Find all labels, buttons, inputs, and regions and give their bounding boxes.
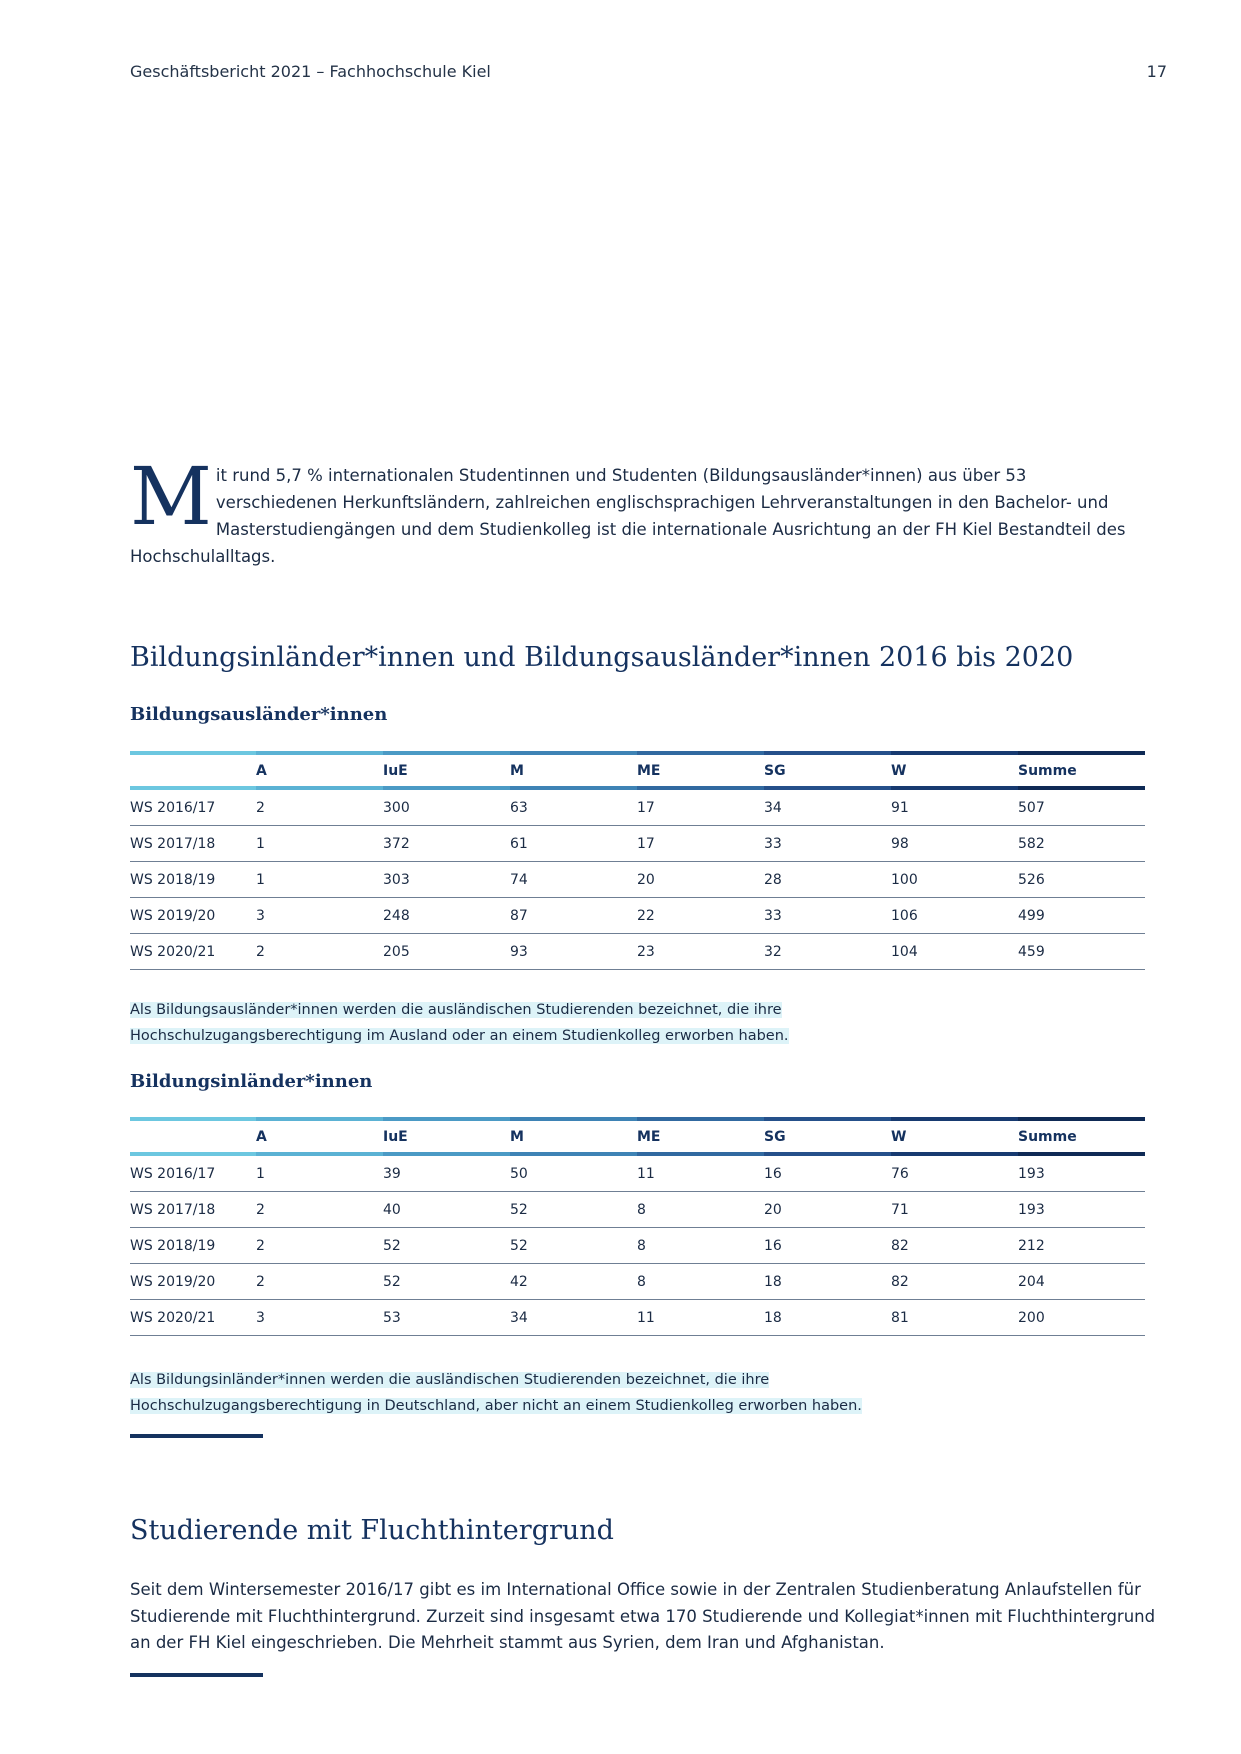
- table-cell: 53: [383, 1300, 510, 1336]
- table-cell: 34: [764, 790, 891, 826]
- section-title-flucht: Studierende mit Fluchthintergrund: [130, 1515, 614, 1546]
- column-header: A: [256, 751, 383, 790]
- page-header: [130, 62, 1167, 81]
- table-cell: 507: [1018, 790, 1145, 826]
- table-cell: 52: [383, 1264, 510, 1300]
- table-cell: 16: [764, 1228, 891, 1264]
- column-header: W: [891, 1117, 1018, 1156]
- table-row: [130, 898, 1145, 934]
- table1-note: [130, 997, 789, 1049]
- table-cell: 526: [1018, 862, 1145, 898]
- column-header: SG: [764, 1117, 891, 1156]
- table-cell: 300: [383, 790, 510, 826]
- divider-rule-bottom: [130, 1673, 263, 1677]
- table-cell: 2: [256, 934, 383, 970]
- table-header-row: [130, 1117, 1145, 1156]
- table-bildungsinlaender: [130, 1117, 1145, 1336]
- intro-text: it rund 5,7 % internationalen Studentinnen und Studenten (Bildungsausländer*innen) aus über 53 verschiedenen Herkunftsländern, zahlreichen englischsprachigen Lehrveranstaltungen in den Bachelor- und Masterstudiengängen und dem Studienkolleg ist die internationale Ausrichtung an der FH Kiel Bestandteil des Hochschulalltags.: [130, 466, 1126, 566]
- table-cell: 200: [1018, 1300, 1145, 1336]
- table-cell: 248: [383, 898, 510, 934]
- table-cell: 193: [1018, 1192, 1145, 1228]
- table-cell: 2: [256, 790, 383, 826]
- table-cell: 23: [637, 934, 764, 970]
- table-cell: 39: [383, 1156, 510, 1192]
- table-cell: 93: [510, 934, 637, 970]
- table-row: [130, 862, 1145, 898]
- table-cell: 82: [891, 1228, 1018, 1264]
- table-cell: 33: [764, 898, 891, 934]
- table-row: [130, 1192, 1145, 1228]
- flucht-paragraph: Seit dem Wintersemester 2016/17 gibt es im International Office sowie in der Zentralen Studienberatung Anlaufstellen für Studierende mit Fluchthintergrund. Zurzeit sind insgesamt etwa 170 Studierende und Kollegiat*innen mit Fluchthintergrund an der FH Kiel eingeschrieben. Die Mehrheit stammt aus Syrien, dem Iran und Afghanistan.: [130, 1580, 1156, 1652]
- table-cell: 34: [510, 1300, 637, 1336]
- table-cell: 82: [891, 1264, 1018, 1300]
- table1-note-line1: Als Bildungsausländer*innen werden die ausländischen Studierenden bezeichnet, die ihre: [130, 1002, 782, 1018]
- table-cell: 8: [637, 1228, 764, 1264]
- table-cell: 87: [510, 898, 637, 934]
- row-label: WS 2018/19: [130, 1228, 256, 1264]
- table-cell: 1: [256, 826, 383, 862]
- row-label: WS 2020/21: [130, 934, 256, 970]
- row-label: WS 2019/20: [130, 1264, 256, 1300]
- table-cell: 2: [256, 1192, 383, 1228]
- header-title: Geschäftsbericht 2021 – Fachhochschule Kiel: [130, 62, 491, 81]
- table-cell: 2: [256, 1228, 383, 1264]
- table-cell: 71: [891, 1192, 1018, 1228]
- table-cell: 18: [764, 1300, 891, 1336]
- table-cell: 18: [764, 1264, 891, 1300]
- row-label: WS 2019/20: [130, 898, 256, 934]
- table-cell: 372: [383, 826, 510, 862]
- column-header: [130, 1117, 256, 1156]
- table-cell: 106: [891, 898, 1018, 934]
- row-label: WS 2020/21: [130, 1300, 256, 1336]
- column-header: ME: [637, 751, 764, 790]
- table-cell: 20: [764, 1192, 891, 1228]
- column-header: A: [256, 1117, 383, 1156]
- section-title-bildung: Bildungsinländer*innen und Bildungsausländer*innen 2016 bis 2020: [130, 642, 1074, 673]
- column-header: Summe: [1018, 1117, 1145, 1156]
- table-cell: 193: [1018, 1156, 1145, 1192]
- table-cell: 1: [256, 862, 383, 898]
- table2-note-line2: Hochschulzugangsberechtigung in Deutschland, aber nicht an einem Studienkolleg erworben haben.: [130, 1398, 862, 1414]
- table-cell: 42: [510, 1264, 637, 1300]
- table-cell: 40: [383, 1192, 510, 1228]
- row-label: WS 2017/18: [130, 1192, 256, 1228]
- column-header: Summe: [1018, 751, 1145, 790]
- table-cell: 22: [637, 898, 764, 934]
- table-cell: 3: [256, 898, 383, 934]
- table-cell: 104: [891, 934, 1018, 970]
- column-header: [130, 751, 256, 790]
- table-cell: 11: [637, 1300, 764, 1336]
- column-header: M: [510, 751, 637, 790]
- table-cell: 8: [637, 1264, 764, 1300]
- table-cell: 1: [256, 1156, 383, 1192]
- table-cell: 32: [764, 934, 891, 970]
- dropcap: M: [130, 450, 212, 543]
- table-row: [130, 934, 1145, 970]
- table-cell: 20: [637, 862, 764, 898]
- table-cell: 50: [510, 1156, 637, 1192]
- row-label: WS 2016/17: [130, 1156, 256, 1192]
- table-cell: 11: [637, 1156, 764, 1192]
- table2-note-line1: Als Bildungsinländer*innen werden die ausländischen Studierenden bezeichnet, die ihre: [130, 1372, 770, 1388]
- table-cell: 81: [891, 1300, 1018, 1336]
- table-row: [130, 826, 1145, 862]
- table-cell: 63: [510, 790, 637, 826]
- table-cell: 582: [1018, 826, 1145, 862]
- table1-title: Bildungsausländer*innen: [130, 704, 388, 725]
- column-header: SG: [764, 751, 891, 790]
- table-cell: 16: [764, 1156, 891, 1192]
- table-cell: 52: [510, 1228, 637, 1264]
- table-cell: 98: [891, 826, 1018, 862]
- table-header-row: [130, 751, 1145, 790]
- table-row: [130, 1156, 1145, 1192]
- table2-note: [130, 1367, 862, 1419]
- row-label: WS 2017/18: [130, 826, 256, 862]
- table-cell: 61: [510, 826, 637, 862]
- table-cell: 459: [1018, 934, 1145, 970]
- table-cell: 3: [256, 1300, 383, 1336]
- table-cell: 33: [764, 826, 891, 862]
- table-cell: 17: [637, 790, 764, 826]
- table-bildungsauslaender: [130, 751, 1145, 970]
- column-header: M: [510, 1117, 637, 1156]
- table-cell: 28: [764, 862, 891, 898]
- table-cell: 499: [1018, 898, 1145, 934]
- table-cell: 74: [510, 862, 637, 898]
- column-header: IuE: [383, 1117, 510, 1156]
- intro-paragraph: [130, 450, 1130, 570]
- table-row: [130, 1264, 1145, 1300]
- divider-rule: [130, 1434, 263, 1438]
- table-cell: 2: [256, 1264, 383, 1300]
- row-label: WS 2016/17: [130, 790, 256, 826]
- table-cell: 204: [1018, 1264, 1145, 1300]
- table-cell: 205: [383, 934, 510, 970]
- row-label: WS 2018/19: [130, 862, 256, 898]
- table1-note-line2: Hochschulzugangsberechtigung im Ausland oder an einem Studienkolleg erworben haben.: [130, 1028, 789, 1044]
- column-header: W: [891, 751, 1018, 790]
- table-cell: 100: [891, 862, 1018, 898]
- page-number: 17: [1146, 62, 1167, 81]
- table-cell: 52: [383, 1228, 510, 1264]
- table-row: [130, 1300, 1145, 1336]
- table-cell: 303: [383, 862, 510, 898]
- table-cell: 8: [637, 1192, 764, 1228]
- column-header: IuE: [383, 751, 510, 790]
- table-row: [130, 1228, 1145, 1264]
- table-cell: 212: [1018, 1228, 1145, 1264]
- column-header: ME: [637, 1117, 764, 1156]
- table-cell: 17: [637, 826, 764, 862]
- table-cell: 52: [510, 1192, 637, 1228]
- table-row: [130, 790, 1145, 826]
- table2-title: Bildungsinländer*innen: [130, 1071, 373, 1092]
- table-cell: 76: [891, 1156, 1018, 1192]
- table-cell: 91: [891, 790, 1018, 826]
